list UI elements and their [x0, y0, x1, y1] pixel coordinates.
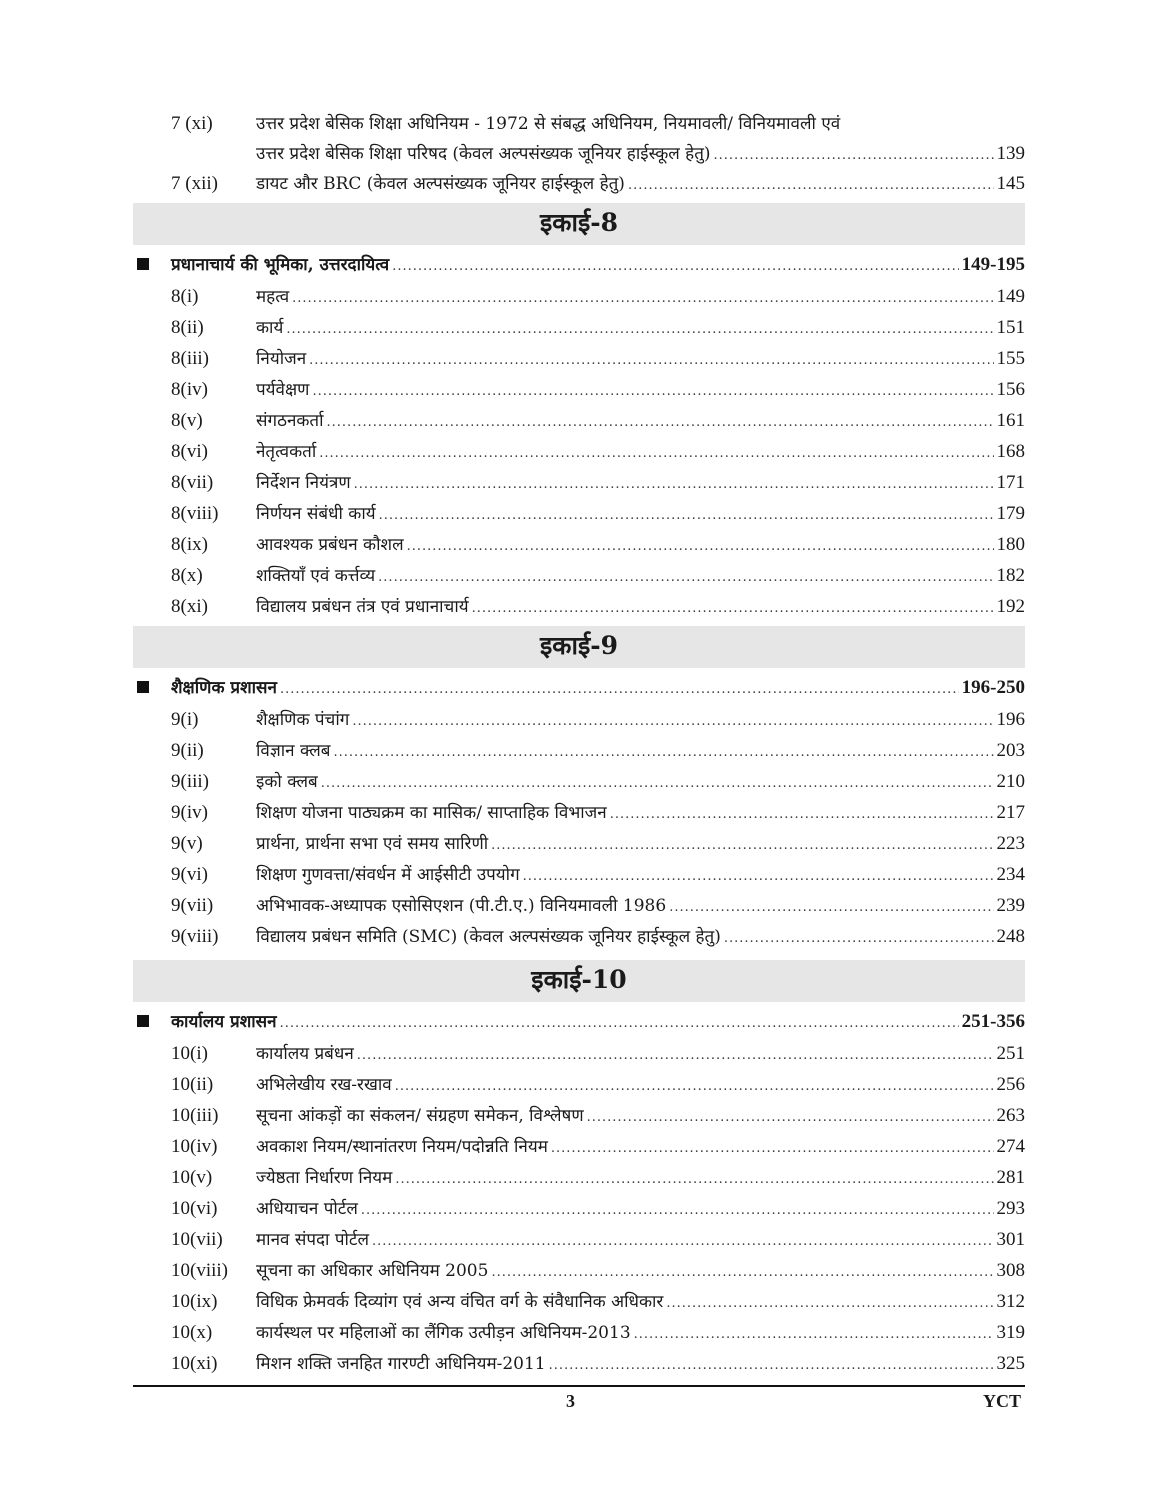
toc-row-title: विज्ञान क्लब — [256, 741, 331, 761]
toc-row — [133, 1224, 1025, 1255]
toc-row-page: 180 — [996, 534, 1025, 555]
section-title: कार्यालय प्रशासन — [171, 1012, 277, 1032]
toc-row-title: उत्तर प्रदेश बेसिक शिक्षा अधिनियम - 1972 से संबद्ध अधिनियम, नियमावली/ विनियमावली एवं — [256, 114, 841, 134]
toc-row-title: कार्यालय प्रबंधन — [256, 1044, 354, 1064]
toc-row-page: 182 — [996, 565, 1025, 586]
dot-leader — [610, 799, 994, 830]
toc-row — [133, 1162, 1025, 1193]
toc-row-page: 239 — [996, 895, 1025, 916]
dot-leader — [327, 407, 994, 438]
toc-row-number: 9(i) — [171, 709, 199, 730]
dot-leader — [714, 141, 994, 170]
toc-row-number: 10(v) — [171, 1167, 213, 1188]
toc-row-title: निर्देशन नियंत्रण — [256, 473, 351, 493]
toc-row-title: विधिक फ्रेमवर्क दिव्यांग एवं अन्य वंचित वर्ग के संवैधानिक अधिकार — [256, 1292, 664, 1312]
toc-row — [133, 591, 1025, 622]
toc-row-number: 7 (xi) — [171, 113, 213, 134]
toc-row-page: 263 — [996, 1105, 1025, 1126]
toc-row-page: 248 — [996, 926, 1025, 947]
dot-leader — [587, 1102, 994, 1133]
square-bullet-icon — [133, 249, 171, 281]
dot-leader — [407, 531, 994, 562]
toc-row-number: 10(ix) — [171, 1291, 218, 1312]
toc-row — [133, 1038, 1025, 1069]
dot-leader — [395, 1071, 994, 1102]
toc-row-page: 192 — [996, 596, 1025, 617]
section-page-range: 251-356 — [961, 1011, 1025, 1032]
dot-leader — [354, 469, 994, 500]
toc-row-page: 325 — [996, 1353, 1025, 1374]
toc-row-number: 8(x) — [171, 565, 203, 586]
toc-row-number: 8(iv) — [171, 379, 208, 400]
toc-row-number: 8(iii) — [171, 348, 209, 369]
toc-row — [133, 704, 1025, 735]
toc-row-title: अधियाचन पोर्टल — [256, 1199, 358, 1219]
unit-heading-8 — [133, 203, 1025, 245]
toc-row — [133, 1286, 1025, 1317]
toc-row-number: 10(iv) — [171, 1136, 218, 1157]
toc-row-title: पर्यवेक्षण — [256, 380, 310, 400]
dot-leader — [378, 562, 993, 593]
table-of-contents — [133, 108, 1025, 1379]
toc-row-title: प्रार्थना, प्रार्थना सभा एवं समय सारिणी — [256, 834, 489, 854]
toc-row-number: 8(vi) — [171, 441, 208, 462]
toc-row-page: 301 — [996, 1229, 1025, 1250]
toc-row — [133, 828, 1025, 859]
dot-leader — [321, 768, 994, 799]
toc-row — [133, 281, 1025, 312]
toc-row-page: 223 — [996, 833, 1025, 854]
toc-row — [133, 766, 1025, 797]
toc-row-page: 274 — [996, 1136, 1025, 1157]
toc-row — [133, 1317, 1025, 1348]
dot-leader — [372, 1226, 994, 1257]
dot-leader — [666, 1288, 993, 1319]
toc-row — [133, 343, 1025, 374]
toc-row-number: 8(ii) — [171, 317, 204, 338]
dot-leader — [309, 345, 993, 376]
toc-row-number: 10(xi) — [171, 1353, 218, 1374]
toc-row-number: 9(viii) — [171, 926, 219, 947]
dot-leader — [395, 1164, 993, 1195]
unit-heading-label: इकाई-9 — [540, 631, 618, 660]
toc-row-title: शिक्षण गुणवत्ता/संवर्धन में आईसीटी उपयोग — [256, 865, 520, 885]
section-page-range: 196-250 — [961, 677, 1025, 698]
toc-row-number: 9(iii) — [171, 771, 209, 792]
dot-leader — [634, 1319, 994, 1350]
toc-row-number: 10(vi) — [171, 1198, 218, 1219]
toc-row — [133, 1193, 1025, 1224]
toc-row-page: 171 — [996, 472, 1025, 493]
dot-leader — [319, 438, 993, 469]
toc-row-page: 256 — [996, 1074, 1025, 1095]
footer-brand: YCT — [982, 1391, 1021, 1411]
toc-row-page: 308 — [996, 1260, 1025, 1281]
toc-row-page: 281 — [996, 1167, 1025, 1188]
dot-leader — [523, 861, 994, 892]
toc-row-title: सूचना का अधिकार अधिनियम 2005 — [256, 1261, 489, 1281]
toc-row — [133, 436, 1025, 467]
toc-row-page: 293 — [996, 1198, 1025, 1219]
dot-leader — [280, 674, 959, 706]
dot-leader — [312, 376, 993, 407]
toc-row — [133, 1100, 1025, 1131]
toc-row-title: नियोजन — [256, 349, 307, 369]
toc-row-page: 203 — [996, 740, 1025, 761]
toc-row-page: 156 — [996, 379, 1025, 400]
toc-row-number: 10(viii) — [171, 1260, 228, 1281]
dot-leader — [669, 892, 993, 923]
toc-row — [133, 168, 1025, 199]
toc-row-title: सूचना आंकड़ों का संकलन/ संग्रहण समेकन, विश्लेषण — [256, 1106, 584, 1126]
toc-row-page: 319 — [996, 1322, 1025, 1343]
dot-leader — [549, 1350, 994, 1381]
toc-row-page: 179 — [996, 503, 1025, 524]
toc-row-title: कार्य — [256, 318, 284, 338]
toc-row-title: मानव संपदा पोर्टल — [256, 1230, 369, 1250]
toc-row — [133, 859, 1025, 890]
toc-row-title: मिशन शक्ति जनहित गारण्टी अधिनियम-2011 — [256, 1354, 546, 1374]
section-page-range: 149-195 — [961, 254, 1025, 275]
dot-leader — [361, 1195, 994, 1226]
toc-row-title: संगठनकर्ता — [256, 411, 324, 431]
toc-row — [133, 108, 1025, 139]
toc-row-page: 168 — [996, 441, 1025, 462]
toc-row-title: महत्व — [256, 287, 290, 307]
unit-10-rows — [133, 1038, 1025, 1379]
toc-row — [133, 529, 1025, 560]
toc-row — [133, 560, 1025, 591]
toc-row — [133, 374, 1025, 405]
toc-row-page: 161 — [996, 410, 1025, 431]
toc-row-title: शैक्षणिक पंचांग — [256, 710, 350, 730]
toc-row-number: 10(i) — [171, 1043, 208, 1064]
toc-row — [133, 312, 1025, 343]
dot-leader — [628, 170, 994, 201]
unit-heading-label: इकाई-10 — [531, 965, 627, 994]
section-heading — [133, 1006, 1025, 1038]
dot-leader — [491, 830, 993, 861]
toc-row-number: 9(iv) — [171, 802, 208, 823]
toc-row-page: 145 — [996, 173, 1025, 194]
unit-heading-label: इकाई-8 — [540, 208, 618, 237]
section-heading — [133, 672, 1025, 704]
toc-row — [133, 1255, 1025, 1286]
toc-row — [133, 735, 1025, 766]
dot-leader — [286, 314, 993, 345]
section-title: शैक्षणिक प्रशासन — [171, 678, 277, 698]
footer-page-number: 3 — [566, 1391, 575, 1411]
toc-row — [133, 498, 1025, 529]
toc-row-number: 8(ix) — [171, 534, 208, 555]
dot-leader — [392, 251, 958, 283]
toc-row — [133, 1131, 1025, 1162]
toc-row — [133, 890, 1025, 921]
toc-row-page: 312 — [996, 1291, 1025, 1312]
toc-row-number: 8(vii) — [171, 472, 214, 493]
unit-heading-9 — [133, 626, 1025, 668]
toc-row-page: 251 — [996, 1043, 1025, 1064]
toc-row-title: विद्यालय प्रबंधन तंत्र एवं प्रधानाचार्य — [256, 597, 469, 617]
toc-row-title: इको क्लब — [256, 772, 318, 792]
toc-row-number: 8(xi) — [171, 596, 208, 617]
toc-row-page: 196 — [996, 709, 1025, 730]
toc-row-title: कार्यस्थल पर महिलाओं का लैंगिक उत्पीड़न अधिनियम-2013 — [256, 1323, 631, 1343]
toc-row-title: आवश्यक प्रबंधन कौशल — [256, 535, 404, 555]
toc-row-page: 139 — [996, 143, 1025, 164]
dot-leader — [472, 593, 994, 624]
toc-row-page: 151 — [996, 317, 1025, 338]
toc-row-title: उत्तर प्रदेश बेसिक शिक्षा परिषद (केवल अल्पसंख्यक जूनियर हाईस्कूल हेतु) — [256, 144, 711, 164]
toc-row-number: 8(i) — [171, 286, 199, 307]
dot-leader — [724, 923, 994, 954]
toc-row-page: 149 — [996, 286, 1025, 307]
unit-heading-10 — [133, 960, 1025, 1002]
toc-row-number: 7 (xii) — [171, 173, 218, 194]
section-heading — [133, 249, 1025, 281]
toc-row-title: शिक्षण योजना पाठ्यक्रम का मासिक/ साप्ताहिक विभाजन — [256, 803, 607, 823]
toc-row-number: 10(vii) — [171, 1229, 223, 1250]
toc-row-number: 8(v) — [171, 410, 203, 431]
toc-row-number: 10(ii) — [171, 1074, 214, 1095]
dot-leader — [352, 706, 993, 737]
dot-leader — [551, 1133, 994, 1164]
toc-row — [133, 1348, 1025, 1379]
toc-row-title: अवकाश नियम/स्थानांतरण नियम/पदोन्नति नियम — [256, 1137, 548, 1157]
dot-leader — [292, 283, 993, 314]
square-bullet-icon — [133, 672, 171, 704]
toc-row-number: 9(v) — [171, 833, 203, 854]
dot-leader — [280, 1008, 959, 1040]
toc-row — [133, 1069, 1025, 1100]
dot-leader — [379, 500, 994, 531]
toc-row-number: 8(viii) — [171, 503, 219, 524]
toc-row-title: अभिलेखीय रख-रखाव — [256, 1075, 392, 1095]
dot-leader — [334, 737, 994, 768]
toc-row-page: 155 — [996, 348, 1025, 369]
section-title: प्रधानाचार्य की भूमिका, उत्तरदायित्व — [171, 255, 390, 275]
toc-row-number: 9(vii) — [171, 895, 214, 916]
toc-row-title: नेतृत्वकर्ता — [256, 442, 317, 462]
toc-row-page: 234 — [996, 864, 1025, 885]
dot-leader — [491, 1257, 993, 1288]
toc-row-title: शक्तियाँ एवं कर्त्तव्य — [256, 566, 376, 586]
square-bullet-icon — [133, 1006, 171, 1038]
toc-row-title: निर्णयन संबंधी कार्य — [256, 504, 376, 524]
footer-divider — [133, 1385, 1025, 1387]
toc-row-number: 10(iii) — [171, 1105, 219, 1126]
toc-row-page: 210 — [996, 771, 1025, 792]
unit-9-rows — [133, 704, 1025, 952]
toc-row — [133, 797, 1025, 828]
unit-8-rows — [133, 281, 1025, 622]
toc-row — [133, 467, 1025, 498]
toc-row-title: अभिभावक-अध्यापक एसोसिएशन (पी.टी.ए.) विनियमावली 1986 — [256, 896, 667, 916]
toc-row — [133, 921, 1025, 952]
toc-row-page: 217 — [996, 802, 1025, 823]
toc-row-title: डायट और BRC (केवल अल्पसंख्यक जूनियर हाईस्कूल हेतु) — [256, 174, 625, 194]
toc-row-number: 10(x) — [171, 1322, 213, 1343]
toc-row-title: ज्येष्ठता निर्धारण नियम — [256, 1168, 393, 1188]
dot-leader — [357, 1040, 994, 1071]
toc-row-number: 9(ii) — [171, 740, 204, 761]
toc-row-number: 9(vi) — [171, 864, 208, 885]
toc-row — [133, 405, 1025, 436]
toc-row — [133, 139, 1025, 168]
toc-row-title: विद्यालय प्रबंधन समिति (SMC) (केवल अल्पसंख्यक जूनियर हाईस्कूल हेतु) — [256, 927, 721, 947]
